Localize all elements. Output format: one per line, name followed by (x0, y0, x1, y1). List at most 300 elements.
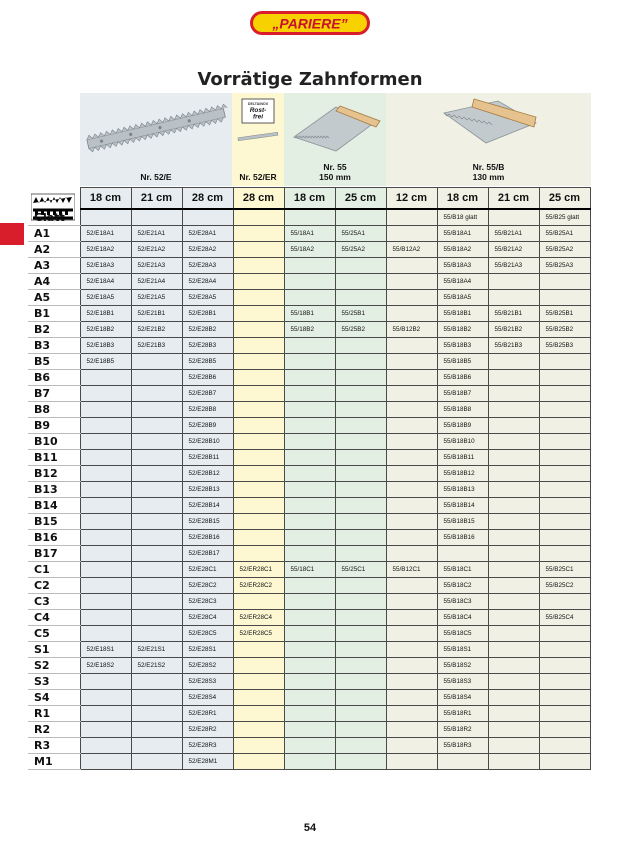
table-row (28, 402, 590, 418)
article-code-cell (131, 434, 182, 450)
table-row (28, 274, 590, 290)
article-code-cell (539, 290, 590, 306)
article-code-cell (131, 418, 182, 434)
row-label: B7 (28, 386, 80, 402)
article-code-cell (539, 354, 590, 370)
article-code-cell (233, 418, 284, 434)
article-code-cell: 55/B25A2 (539, 242, 590, 258)
row-label: B1 (28, 306, 80, 322)
row-label: A3 (28, 258, 80, 274)
article-code-cell (335, 530, 386, 546)
article-code-cell (131, 578, 182, 594)
article-code-cell (386, 578, 437, 594)
article-code-cell (386, 546, 437, 562)
article-code-cell (80, 546, 131, 562)
svg-text:DELTAINOX: DELTAINOX (247, 102, 269, 106)
article-code-cell: 52/E28S4 (182, 690, 233, 706)
article-code-cell (233, 274, 284, 290)
article-code-cell: 55/B18B6 (437, 370, 488, 386)
article-code-cell (284, 594, 335, 610)
page-number: 54 (303, 822, 317, 834)
article-code-cell: 55/B18S4 (437, 690, 488, 706)
article-code-cell (386, 434, 437, 450)
article-code-cell (284, 546, 335, 562)
article-code-cell: 52/E28B7 (182, 386, 233, 402)
article-code-cell (335, 546, 386, 562)
article-code-cell (488, 514, 539, 530)
article-code-cell: 52/E28B5 (182, 354, 233, 370)
article-code-cell (284, 209, 335, 226)
article-code-cell: 55/B18B12 (437, 466, 488, 482)
article-code-cell (233, 530, 284, 546)
article-code-cell (233, 402, 284, 418)
table-row (28, 754, 590, 770)
article-code-cell (386, 754, 437, 770)
article-code-cell: 52/E18B3 (80, 338, 131, 354)
article-code-cell (335, 482, 386, 498)
article-code-cell: 52/E21B3 (131, 338, 182, 354)
article-code-cell: 52/E28B2 (182, 322, 233, 338)
article-code-cell (335, 418, 386, 434)
article-code-cell: 55/B18R1 (437, 706, 488, 722)
article-code-cell (539, 482, 590, 498)
article-code-cell (488, 274, 539, 290)
notched-trowel-icon (284, 93, 386, 163)
article-code-cell: 55/B18B2 (437, 322, 488, 338)
row-label: B5 (28, 354, 80, 370)
article-code-cell (386, 658, 437, 674)
article-code-cell: 55/B18B10 (437, 434, 488, 450)
article-code-cell: 55/B18C4 (437, 610, 488, 626)
article-code-cell (539, 418, 590, 434)
article-code-cell (335, 386, 386, 402)
column-size-header: 21 cm (488, 188, 539, 210)
article-code-cell (80, 482, 131, 498)
article-code-cell (386, 258, 437, 274)
row-label: R1 (28, 706, 80, 722)
article-code-cell (284, 482, 335, 498)
article-code-cell (80, 498, 131, 514)
article-code-cell (80, 370, 131, 386)
article-code-cell (488, 402, 539, 418)
article-code-cell (386, 706, 437, 722)
product-label: Nr. 52/E (140, 172, 172, 182)
column-size-header: 28 cm (233, 188, 284, 210)
article-code-cell (386, 466, 437, 482)
article-code-cell (233, 450, 284, 466)
article-code-cell (488, 434, 539, 450)
serrated-blade-icon (80, 93, 232, 163)
article-code-cell (386, 530, 437, 546)
article-code-cell (233, 658, 284, 674)
article-code-cell: 55/B21A1 (488, 226, 539, 242)
article-code-cell: 55/B18A3 (437, 258, 488, 274)
article-code-cell (539, 546, 590, 562)
row-label: C5 (28, 626, 80, 642)
article-code-cell (335, 209, 386, 226)
article-code-cell: 55/18B2 (284, 322, 335, 338)
article-code-cell (284, 274, 335, 290)
article-code-cell: 55/B21B1 (488, 306, 539, 322)
article-code-cell (284, 722, 335, 738)
article-code-cell: 52/E18S1 (80, 642, 131, 658)
article-code-cell (233, 738, 284, 754)
article-code-cell (386, 386, 437, 402)
column-size-header: 28 cm (182, 188, 233, 210)
article-code-cell: 52/E18B2 (80, 322, 131, 338)
article-code-cell: 52/E28A5 (182, 290, 233, 306)
article-code-cell: 55/B18B14 (437, 498, 488, 514)
row-label: B2 (28, 322, 80, 338)
article-code-cell (131, 386, 182, 402)
article-code-cell: 55/B21A2 (488, 242, 539, 258)
article-code-cell (284, 450, 335, 466)
article-code-cell: 55/B25A1 (539, 226, 590, 242)
article-code-cell (80, 418, 131, 434)
article-code-cell (80, 562, 131, 578)
table-row (28, 226, 590, 242)
article-code-cell: 52/E28B9 (182, 418, 233, 434)
row-label: C3 (28, 594, 80, 610)
article-code-cell (284, 626, 335, 642)
article-code-cell (284, 402, 335, 418)
article-code-cell: 52/E28B11 (182, 450, 233, 466)
article-code-cell: 55/B18B3 (437, 338, 488, 354)
article-code-cell: 55/B18B11 (437, 450, 488, 466)
article-code-cell (80, 626, 131, 642)
article-code-cell: 55/18B1 (284, 306, 335, 322)
article-code-cell (80, 466, 131, 482)
article-code-cell (335, 338, 386, 354)
article-code-cell (488, 370, 539, 386)
article-code-cell: 55/B18B1 (437, 306, 488, 322)
article-code-cell: 52/E21A1 (131, 226, 182, 242)
table-row (28, 258, 590, 274)
article-code-cell (335, 450, 386, 466)
article-code-cell: 55/B18S3 (437, 674, 488, 690)
table-row (28, 610, 590, 626)
table-row (28, 498, 590, 514)
table-row (28, 418, 590, 434)
article-code-cell: 55/B18B13 (437, 482, 488, 498)
article-code-cell (386, 290, 437, 306)
table-row (28, 354, 590, 370)
article-code-cell (233, 546, 284, 562)
article-code-cell: 55/25B1 (335, 306, 386, 322)
article-code-cell (488, 562, 539, 578)
article-code-cell (539, 658, 590, 674)
row-label: A4 (28, 274, 80, 290)
table-row (28, 450, 590, 466)
article-code-cell: 52/E21A5 (131, 290, 182, 306)
article-code-cell (284, 674, 335, 690)
stainless-blade-icon (232, 93, 284, 163)
article-code-cell (233, 674, 284, 690)
article-code-cell: 55/B18C3 (437, 594, 488, 610)
article-code-cell (335, 578, 386, 594)
article-code-cell (386, 514, 437, 530)
article-code-cell: 55/B18C1 (437, 562, 488, 578)
article-code-cell: 55/18A2 (284, 242, 335, 258)
svg-text:Rost-frei: Rost-frei (249, 107, 267, 121)
article-code-cell (80, 578, 131, 594)
product-label: Nr. 55/B 130 mm (472, 162, 505, 182)
table-row (28, 626, 590, 642)
article-code-cell (386, 338, 437, 354)
article-code-cell: 52/E21A4 (131, 274, 182, 290)
article-code-cell (131, 402, 182, 418)
article-code-cell (233, 642, 284, 658)
article-code-cell (335, 370, 386, 386)
table-row (28, 434, 590, 450)
article-code-cell (539, 674, 590, 690)
article-code-cell (284, 578, 335, 594)
row-label: B14 (28, 498, 80, 514)
page-title: Vorrätige Zahnformen (197, 69, 423, 90)
article-code-cell (233, 482, 284, 498)
article-code-cell (335, 434, 386, 450)
article-code-cell: 52/E21B1 (131, 306, 182, 322)
article-code-cell (539, 706, 590, 722)
article-code-cell: 52/E28A1 (182, 226, 233, 242)
article-code-cell (488, 386, 539, 402)
notched-trowel-handle-icon (386, 93, 591, 163)
row-label: C1 (28, 562, 80, 578)
size-header-row (28, 188, 590, 210)
article-code-cell (386, 306, 437, 322)
row-label: B8 (28, 402, 80, 418)
article-code-cell (539, 754, 590, 770)
table-row (28, 722, 590, 738)
article-code-cell (386, 354, 437, 370)
product-panel-52er (232, 93, 284, 186)
article-code-cell: 52/E28B1 (182, 306, 233, 322)
table-row (28, 322, 590, 338)
table-row (28, 386, 590, 402)
article-code-cell (488, 706, 539, 722)
article-code-cell: 55/25B2 (335, 322, 386, 338)
article-code-cell (284, 498, 335, 514)
row-label: B6 (28, 370, 80, 386)
article-code-cell: 52/E28B8 (182, 402, 233, 418)
article-code-cell: 52/E21B2 (131, 322, 182, 338)
article-code-cell (335, 274, 386, 290)
article-code-cell (284, 738, 335, 754)
column-size-header: 21 cm (131, 188, 182, 210)
article-code-cell: 52/E28C2 (182, 578, 233, 594)
article-code-cell (284, 690, 335, 706)
row-label: A2 (28, 242, 80, 258)
article-code-cell: 52/E28R3 (182, 738, 233, 754)
row-label: R3 (28, 738, 80, 754)
row-label: C4 (28, 610, 80, 626)
article-code-cell (131, 514, 182, 530)
row-label: C2 (28, 578, 80, 594)
article-code-cell: 55/B25A3 (539, 258, 590, 274)
article-code-cell (233, 690, 284, 706)
article-code-cell (284, 338, 335, 354)
article-code-cell: 52/E21S1 (131, 642, 182, 658)
article-code-cell (488, 690, 539, 706)
article-code-cell (233, 514, 284, 530)
article-code-cell: 55/B21B2 (488, 322, 539, 338)
article-code-cell (80, 530, 131, 546)
article-code-cell (284, 658, 335, 674)
article-code-cell (488, 498, 539, 514)
row-label: R2 (28, 722, 80, 738)
article-code-cell: 52/ER28C5 (233, 626, 284, 642)
table-row (28, 370, 590, 386)
article-code-cell (131, 370, 182, 386)
article-code-cell: 52/E28R2 (182, 722, 233, 738)
article-code-cell: 55/B18B9 (437, 418, 488, 434)
article-code-cell (386, 402, 437, 418)
article-code-cell: 52/E28B15 (182, 514, 233, 530)
article-code-cell (131, 546, 182, 562)
article-code-cell (335, 690, 386, 706)
article-code-cell (335, 610, 386, 626)
article-code-cell: 52/ER28C2 (233, 578, 284, 594)
article-code-cell (488, 674, 539, 690)
red-section-tab (0, 223, 24, 245)
article-code-cell (284, 258, 335, 274)
article-code-cell (131, 594, 182, 610)
article-code-cell: 55/B18A2 (437, 242, 488, 258)
article-code-cell (539, 690, 590, 706)
article-code-cell: 55/B25B2 (539, 322, 590, 338)
article-code-cell (233, 594, 284, 610)
article-code-cell (284, 370, 335, 386)
article-code-cell (539, 386, 590, 402)
article-code-cell: 52/E28B6 (182, 370, 233, 386)
article-code-cell: 52/ER28C4 (233, 610, 284, 626)
product-panel-55b (386, 93, 591, 186)
article-code-cell (335, 594, 386, 610)
article-code-cell (131, 722, 182, 738)
table-row (28, 209, 590, 226)
article-code-cell (233, 322, 284, 338)
article-code-cell: 52/E28C3 (182, 594, 233, 610)
column-size-header: 18 cm (80, 188, 131, 210)
column-size-header: 25 cm (335, 188, 386, 210)
article-code-cell (131, 690, 182, 706)
table-row (28, 578, 590, 594)
row-label: S3 (28, 674, 80, 690)
article-code-cell (284, 530, 335, 546)
article-code-cell: 52/E18A2 (80, 242, 131, 258)
article-code-cell (386, 226, 437, 242)
article-code-cell (539, 370, 590, 386)
article-code-cell (284, 386, 335, 402)
article-code-cell (131, 754, 182, 770)
article-code-cell (386, 642, 437, 658)
article-code-cell: 52/E18A5 (80, 290, 131, 306)
article-code-cell (539, 498, 590, 514)
article-code-cell: 55/18C1 (284, 562, 335, 578)
article-code-cell (131, 209, 182, 226)
article-code-cell (335, 402, 386, 418)
article-code-cell (488, 209, 539, 226)
article-code-cell: 52/E28C5 (182, 626, 233, 642)
article-code-cell: 52/E18A4 (80, 274, 131, 290)
article-code-cell (488, 450, 539, 466)
svg-text:„PARIERE”: „PARIERE” (272, 15, 348, 32)
article-code-cell (233, 338, 284, 354)
row-label: B9 (28, 418, 80, 434)
article-code-cell (233, 466, 284, 482)
article-code-cell (233, 370, 284, 386)
article-code-cell: 55/18A1 (284, 226, 335, 242)
article-code-cell: 52/E18S2 (80, 658, 131, 674)
row-label: S1 (28, 642, 80, 658)
article-code-cell: 52/E28B13 (182, 482, 233, 498)
article-code-cell (539, 466, 590, 482)
product-panel-55 (284, 93, 386, 186)
article-code-cell (335, 498, 386, 514)
article-code-cell (539, 274, 590, 290)
product-label: Nr. 55 150 mm (319, 162, 351, 182)
article-code-cell (80, 706, 131, 722)
row-label: Glatt (28, 209, 80, 226)
article-code-cell: 55/B18A1 (437, 226, 488, 242)
article-code-cell: 52/E28B3 (182, 338, 233, 354)
column-size-header: 18 cm (437, 188, 488, 210)
article-code-cell (539, 738, 590, 754)
article-code-cell (233, 209, 284, 226)
article-code-cell: 55/25C1 (335, 562, 386, 578)
article-code-cell (437, 754, 488, 770)
article-code-cell: 55/B18B5 (437, 354, 488, 370)
table-row (28, 290, 590, 306)
article-code-cell (233, 242, 284, 258)
article-code-cell: 52/E28A4 (182, 274, 233, 290)
product-label: Nr. 52/ER (239, 172, 277, 182)
article-code-cell (131, 562, 182, 578)
article-code-cell (488, 546, 539, 562)
article-code-cell (131, 674, 182, 690)
article-code-cell (539, 450, 590, 466)
article-code-cell (488, 578, 539, 594)
article-code-cell (131, 466, 182, 482)
article-code-cell: 55/B21B3 (488, 338, 539, 354)
article-code-cell: 52/E28S3 (182, 674, 233, 690)
article-code-cell (539, 434, 590, 450)
article-code-cell: 55/B25 glatt (539, 209, 590, 226)
article-code-cell (131, 706, 182, 722)
article-code-cell: 55/B25C2 (539, 578, 590, 594)
article-code-cell: 55/B18A5 (437, 290, 488, 306)
article-code-cell (233, 226, 284, 242)
article-code-cell (131, 610, 182, 626)
article-code-cell (539, 530, 590, 546)
article-code-cell (284, 466, 335, 482)
article-code-cell (386, 450, 437, 466)
article-code-cell (488, 610, 539, 626)
article-code-cell: 52/E18A3 (80, 258, 131, 274)
article-code-cell: 52/E28R1 (182, 706, 233, 722)
article-code-cell: 55/25A1 (335, 226, 386, 242)
article-code-cell: 52/E18A1 (80, 226, 131, 242)
article-code-cell (386, 594, 437, 610)
table-row (28, 530, 590, 546)
article-code-cell: 55/B18B7 (437, 386, 488, 402)
article-code-cell (335, 738, 386, 754)
article-code-cell (80, 402, 131, 418)
article-code-cell (488, 738, 539, 754)
table-row (28, 562, 590, 578)
article-code-cell: 55/B18C2 (437, 578, 488, 594)
table-row (28, 594, 590, 610)
